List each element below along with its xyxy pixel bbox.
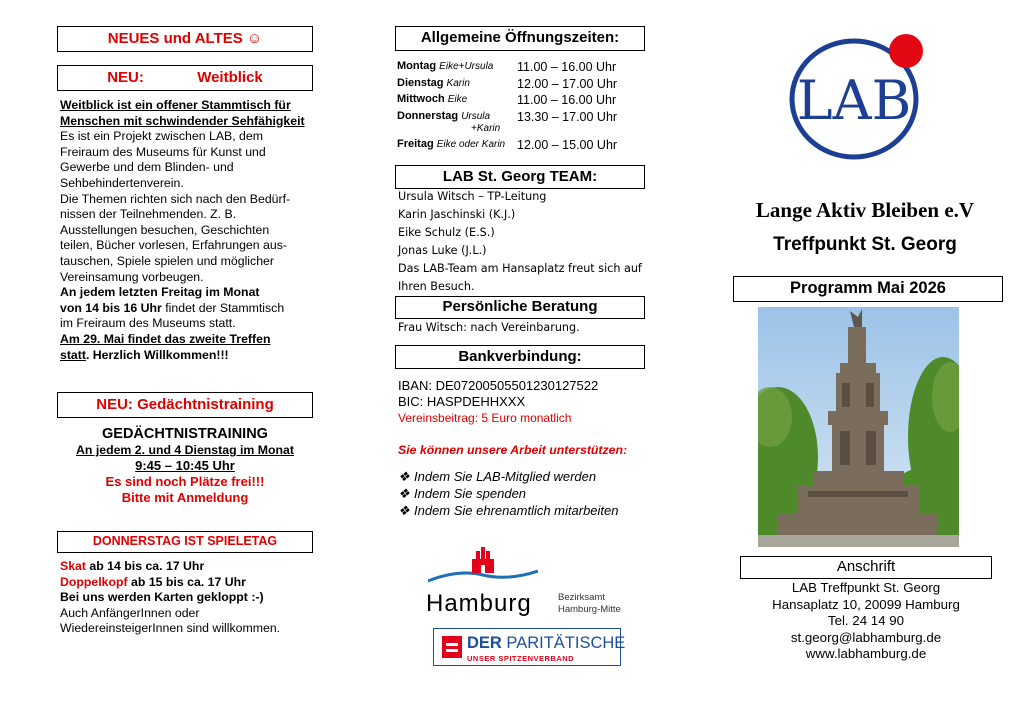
spieletag-header: DONNERSTAG IST SPIELETAG	[57, 531, 313, 553]
hours-time: 11.00 – 16.00 Uhr	[517, 60, 617, 74]
weitblick-intro	[60, 98, 320, 363]
team-note: Ihren Besuch.	[398, 280, 475, 293]
weitblick-meet-c: findet der Stammtisch	[161, 300, 285, 315]
address-email[interactable]: st.georg@labhamburg.de	[790, 629, 942, 645]
neu-label: NEU:	[107, 69, 144, 86]
diamond-bullet-icon: ❖	[398, 469, 410, 484]
team-member: Karin Jaschinski (K.J.)	[398, 208, 516, 221]
bezirksamt-line-1: Bezirksamt	[558, 592, 605, 603]
gedaechtnis-when: An jedem 2. und 4 Dienstag im Monat	[76, 443, 294, 457]
weitblick-second-a: Am 29. Mai findet das zweite Treffen	[60, 331, 271, 346]
hamburg-castle-icon	[428, 545, 538, 585]
hours-day: Freitag Eike oder Karin	[397, 137, 506, 150]
diamond-bullet-icon: ❖	[398, 486, 410, 501]
weitblick-second-c: . Herzlich Willkommen!!!	[85, 347, 229, 362]
hours-time: 12.00 – 15.00 Uhr	[517, 137, 618, 152]
address-line: LAB Treffpunkt St. Georg	[791, 580, 941, 595]
weitblick-body-6: Ausstellungen besuchen, Geschichten	[60, 222, 270, 237]
doko-line	[60, 575, 325, 591]
paritaetische-name: DER PARITÄTISCHE	[467, 634, 626, 652]
programm-header: Programm Mai 2026	[733, 276, 1003, 302]
weitblick-body-4: Die Themen richten sich nach den Bedürf-	[60, 191, 291, 206]
hamburg-wordmark: Hamburg	[426, 590, 532, 617]
weitblick-meet-b: von 14 bis 16 Uhr	[60, 300, 162, 315]
anschrift-header: Anschrift	[740, 556, 992, 579]
weitblick-second-line	[60, 348, 320, 364]
beratung-header: Persönliche Beratung	[395, 296, 645, 319]
hours-row-fri	[397, 138, 617, 155]
neu-name: Weitblick	[197, 69, 263, 86]
team-note: Das LAB-Team am Hansaplatz freut sich auf	[398, 262, 642, 275]
weitblick-body-1: Freiraum des Museums für Kunst und	[60, 144, 266, 159]
weitblick-second-b: statt	[60, 347, 86, 362]
neues-altes-header: NEUES und ALTES ☺	[57, 26, 313, 52]
bezirksamt-label	[558, 592, 621, 616]
team-member: Jonas Luke (J.L.)	[398, 244, 487, 257]
doko-label: Doppelkopf	[60, 574, 128, 589]
weitblick-body-8: tauschen, Spiele spielen und möglicher	[60, 253, 274, 268]
bank-details	[398, 378, 598, 426]
doko-time: ab 15 bis ca. 17 Uhr	[127, 574, 246, 589]
gedaechtnis-section	[57, 425, 313, 506]
address-phone: Tel. 24 14 90	[827, 613, 905, 628]
weitblick-body-9: Vereinsamung vorbeugen.	[60, 269, 204, 284]
org-name: Lange Aktiv Bleiben e.V	[755, 198, 975, 222]
diamond-bullet-icon: ❖	[398, 503, 410, 518]
fountain-photo	[758, 307, 959, 547]
team-list	[398, 188, 642, 296]
vereinsbeitrag: Vereinsbeitrag: 5 Euro monatlich	[398, 411, 572, 425]
iban: IBAN: DE07200505501230127522	[398, 378, 599, 393]
lab-logo-text: LAB	[796, 69, 912, 132]
team-member: Eike Schulz (E.S.)	[398, 226, 495, 239]
weitblick-meet-line	[60, 301, 320, 317]
anfaenger-line-2: WiedereinsteigerInnen sind willkommen.	[60, 621, 281, 636]
hours-header: Allgemeine Öffnungszeiten:	[395, 26, 645, 51]
hours-row-wed	[397, 93, 617, 110]
hours-day: Dienstag Karin	[397, 76, 470, 89]
skat-line	[60, 559, 325, 575]
weitblick-body-5: nissen der Teilnehmenden. Z. B.	[60, 207, 237, 222]
treffpunkt-name: Treffpunkt St. Georg	[773, 234, 957, 255]
gedaechtnis-free: Es sind noch Plätze frei!!!	[105, 474, 265, 489]
skat-label: Skat	[60, 559, 86, 573]
klopp-line: Bei uns werden Karten gekloppt :-)	[60, 590, 264, 605]
hours-table	[397, 60, 617, 154]
weitblick-body-2: Gewerbe und dem Blinden- und	[60, 160, 234, 175]
hours-row-mon	[397, 60, 617, 77]
spieletag-section	[60, 559, 325, 637]
weitblick-meet-a: An jedem letzten Freitag im Monat	[60, 285, 260, 300]
neu-weitblick-header	[57, 65, 313, 91]
address-block	[740, 580, 992, 663]
weitblick-body-7: teilen, Bücher vorlesen, Erfahrungen aus-	[60, 238, 287, 253]
gedaechtnis-registration: Bitte mit Anmeldung	[121, 490, 249, 505]
paritaetische-subline: UNSER SPITZENVERBAND	[467, 654, 575, 663]
paritaetische-logo	[433, 628, 626, 666]
hours-day: Donnerstag Ursula +Karin	[397, 109, 501, 134]
hours-time: 12.00 – 17.00 Uhr	[517, 76, 618, 91]
beratung-text: Frau Witsch: nach Vereinbarung.	[398, 321, 580, 334]
bic: BIC: HASPDEHHXXX	[398, 394, 526, 409]
hours-row-tue	[397, 77, 617, 94]
address-website[interactable]: www.labhamburg.de	[805, 646, 927, 661]
skat-time: ab 14 bis ca. 17 Uhr	[85, 559, 205, 573]
hours-row-thu	[397, 110, 617, 138]
support-item: ❖ Indem Sie LAB-Mitglied werden	[398, 469, 597, 484]
gedaechtnis-time: 9:45 – 10:45 Uhr	[135, 458, 235, 473]
hours-day: Montag Eike+Ursula	[397, 60, 494, 72]
support-item: ❖ Indem Sie spenden	[398, 486, 527, 501]
team-header: LAB St. Georg TEAM:	[395, 165, 645, 189]
weitblick-body-3: Sehbehindertenverein.	[60, 175, 184, 190]
anfaenger-line-1: Auch AnfängerInnen oder	[60, 605, 200, 620]
weitblick-intro-bold: Weitblick ist ein offener Stammtisch für Menschen mit schwindender Sehfähigkeit	[60, 98, 305, 128]
hours-time: 13.30 – 17.00 Uhr	[517, 109, 618, 124]
team-member: Ursula Witsch – TP-Leitung	[398, 190, 547, 203]
bank-header: Bankverbindung:	[395, 345, 645, 369]
support-list	[398, 468, 619, 519]
address-line: Hansaplatz 10, 20099 Hamburg	[772, 596, 960, 612]
weitblick-meet-d: im Freiraum des Museums statt.	[60, 316, 236, 331]
support-title: Sie können unsere Arbeit unterstützen:	[398, 443, 628, 457]
hours-day: Mittwoch Eike	[397, 93, 468, 105]
lab-logo	[788, 33, 924, 161]
support-item: ❖ Indem Sie ehrenamtlich mitarbeiten	[398, 503, 619, 518]
weitblick-body-0: Es ist ein Projekt zwischen LAB, dem	[60, 129, 263, 144]
bezirksamt-line-2: Hamburg-Mitte	[558, 604, 621, 615]
paritaetische-mark-icon	[442, 636, 462, 658]
gedaechtnis-title: GEDÄCHTNISTRAINING	[102, 426, 268, 442]
gedaechtnis-header: NEU: Gedächtnistraining	[57, 392, 313, 418]
hours-time: 11.00 – 16.00 Uhr	[517, 93, 617, 107]
